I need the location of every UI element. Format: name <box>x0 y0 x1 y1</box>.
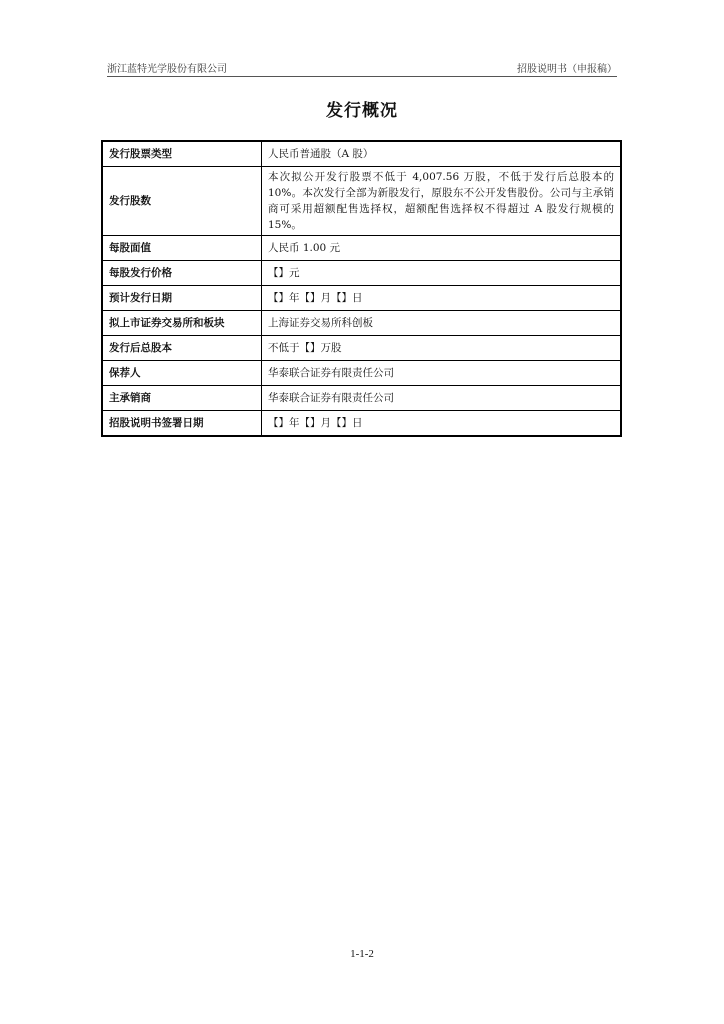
table-row <box>102 236 621 261</box>
page-header <box>107 60 617 76</box>
row-value: 【】年【】月【】日 <box>262 286 622 311</box>
page-number: 1-1-2 <box>350 948 374 960</box>
row-label: 每股面值 <box>102 236 262 261</box>
row-label: 拟上市证券交易所和板块 <box>102 311 262 336</box>
table-row <box>102 141 621 167</box>
table-row <box>102 386 621 411</box>
header-rule <box>107 76 617 77</box>
table-row <box>102 311 621 336</box>
row-value: 【】元 <box>262 261 622 286</box>
offering-overview-table <box>101 140 622 437</box>
row-value: 华泰联合证券有限责任公司 <box>262 361 622 386</box>
table-row <box>102 336 621 361</box>
row-label: 保荐人 <box>102 361 262 386</box>
row-value: 本次拟公开发行股票不低于 4,007.56 万股，不低于发行后总股本的 10%。本次发行全部为新股发行，原股东不公开发售股份。公司与主承销商可采用超额配售选择权，超额配售选择权不得超过 A 股发行规模的 15%。 <box>262 167 622 236</box>
row-value: 人民币 1.00 元 <box>262 236 622 261</box>
page-title: 发行概况 <box>326 101 398 121</box>
row-label: 预计发行日期 <box>102 286 262 311</box>
table-row <box>102 261 621 286</box>
row-value: 华泰联合证券有限责任公司 <box>262 386 622 411</box>
row-label: 招股说明书签署日期 <box>102 411 262 437</box>
table-row <box>102 286 621 311</box>
row-label: 发行后总股本 <box>102 336 262 361</box>
row-label: 每股发行价格 <box>102 261 262 286</box>
document-type: 招股说明书（申报稿） <box>517 64 617 75</box>
row-value: 【】年【】月【】日 <box>262 411 622 437</box>
row-value: 人民币普通股（A 股） <box>262 141 622 167</box>
company-name: 浙江蓝特光学股份有限公司 <box>107 64 227 75</box>
table-row <box>102 411 621 437</box>
row-value: 上海证券交易所科创板 <box>262 311 622 336</box>
row-value: 不低于【】万股 <box>262 336 622 361</box>
table-row <box>102 167 621 236</box>
row-label: 发行股数 <box>102 167 262 236</box>
row-label: 发行股票类型 <box>102 141 262 167</box>
row-label: 主承销商 <box>102 386 262 411</box>
table-row <box>102 361 621 386</box>
